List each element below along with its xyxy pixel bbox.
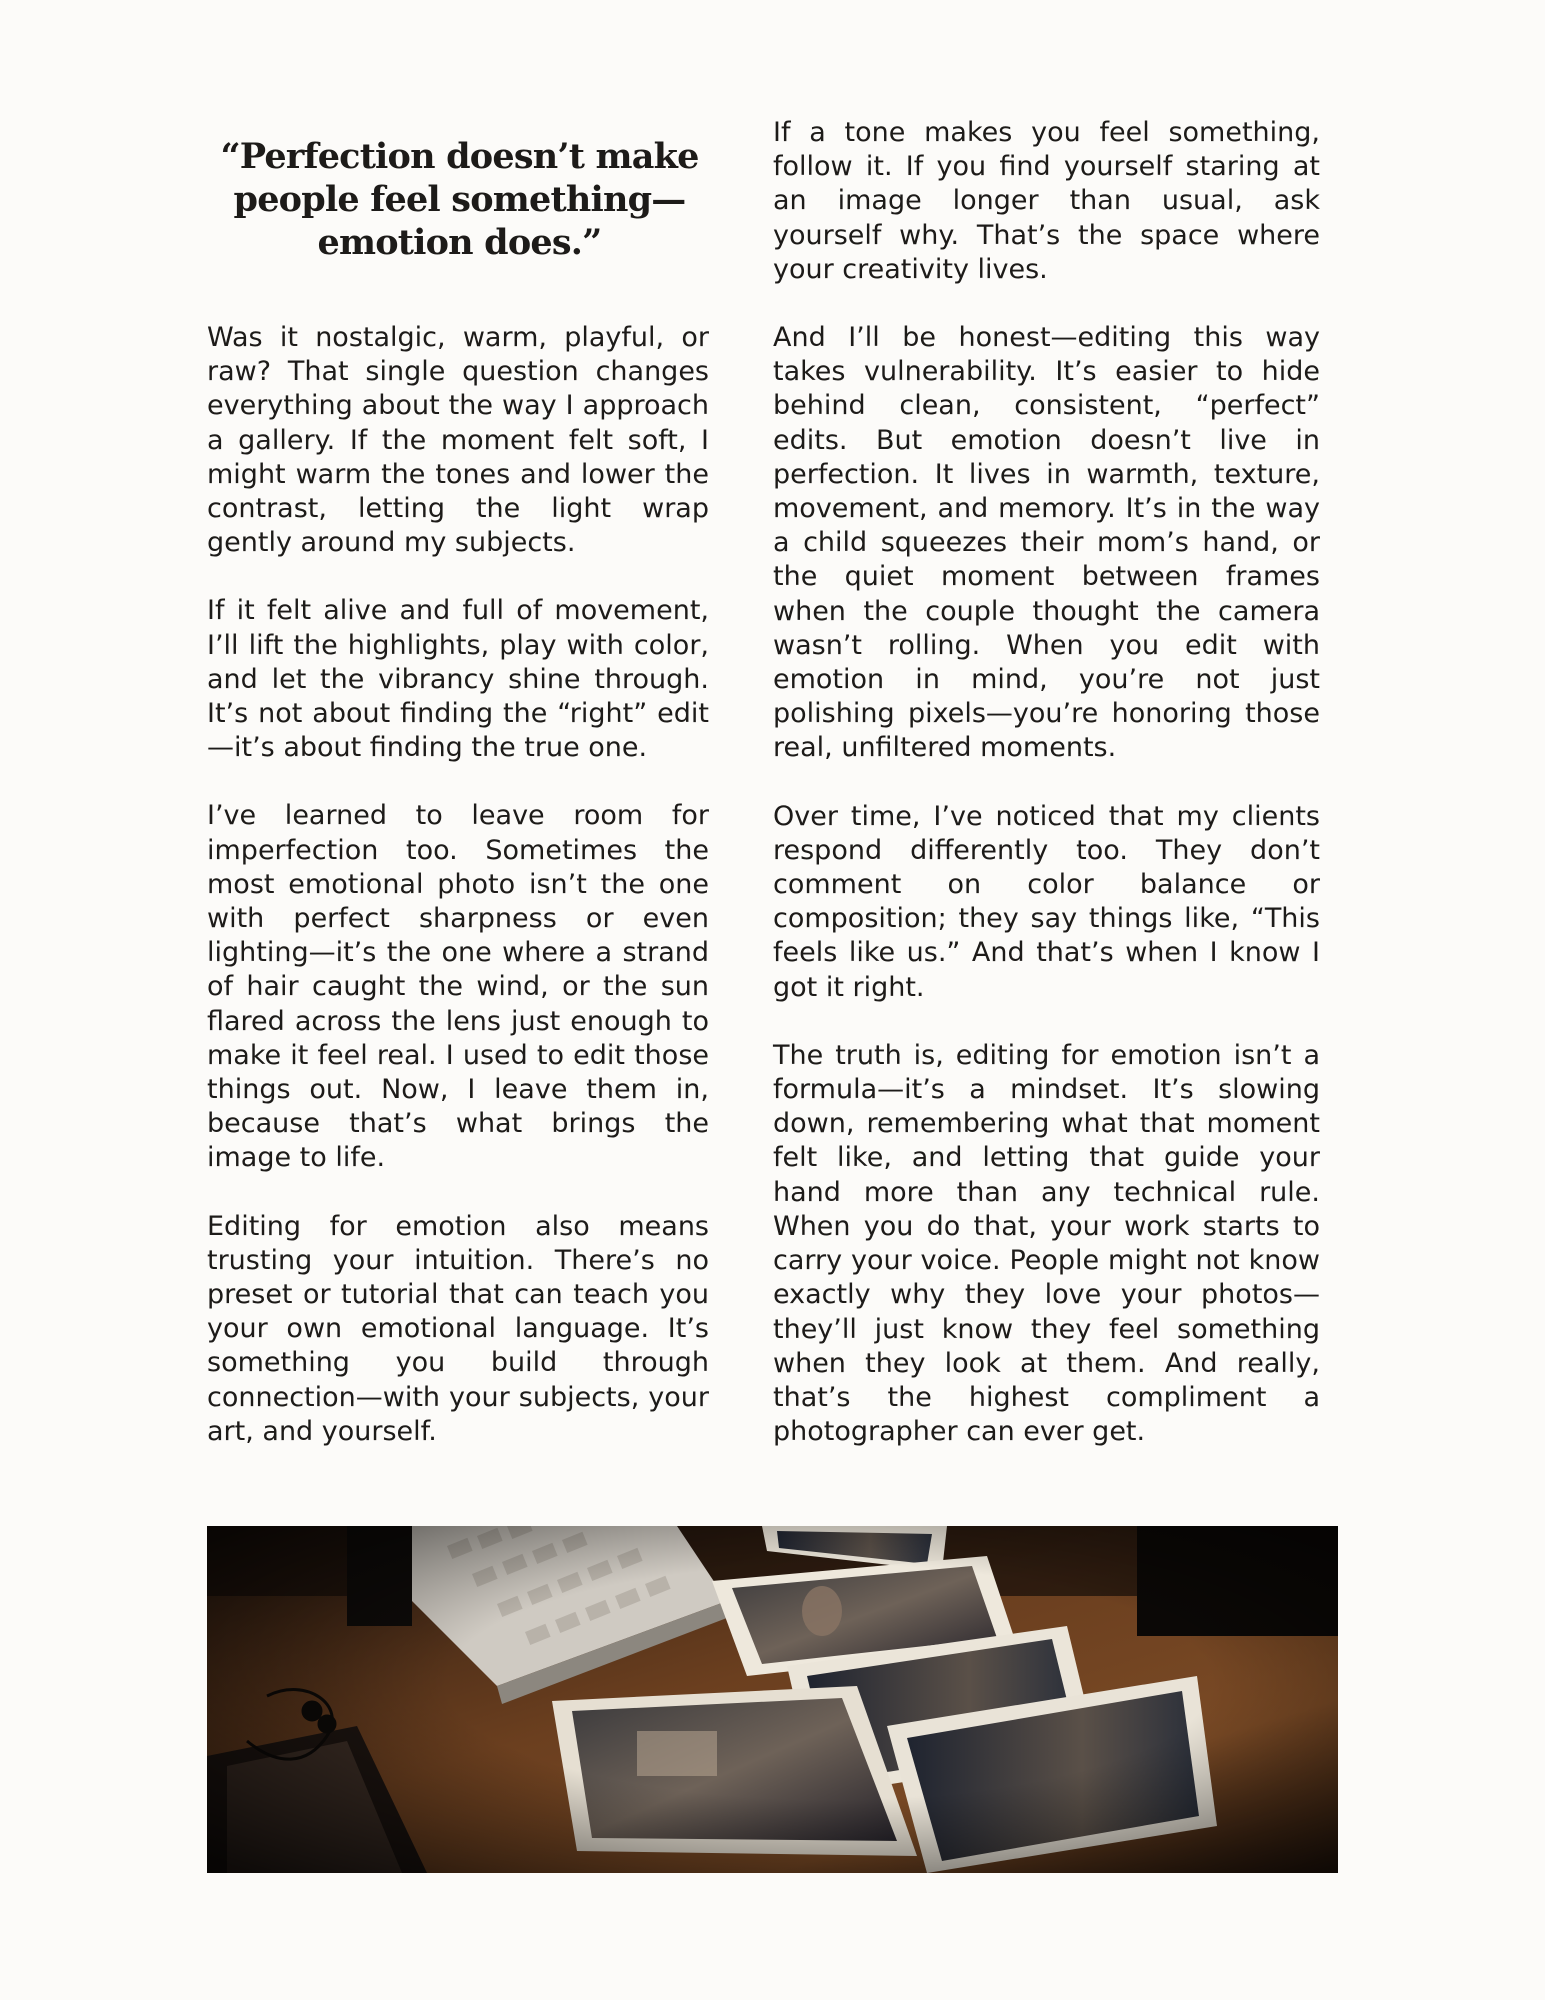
paragraph: If it felt alive and full of movement, I’ll lift the highlights, play with color, and let the vibrancy shine through. It’s not about finding the “right” edit—it’s about finding the true one. bbox=[207, 595, 709, 764]
paragraph: And I’ll be honest—editing this way takes vulnerability. It’s easier to hide behind clean, consistent, “perfect” edits. But emotion doesn’t live in perfection. It lives in warmth, texture, movement, and memory. It’s in the way a child squeezes their mom’s hand, or the quiet moment between frames when the couple thought the camera wasn’t rolling. When you edit with emotion in mind, you’re not just polishing pixels—you’re honoring those real, unfiltered moments. bbox=[773, 322, 1320, 764]
paragraph: Was it nostalgic, warm, playful, or raw? That single question changes everything about the way I approach a gallery. If the moment felt soft, I might warm the tones and lower the contrast, letting the light wrap gently around my subjects. bbox=[207, 322, 709, 559]
desk-photos-illustration bbox=[207, 1526, 1338, 1873]
left-column bbox=[207, 321, 709, 1449]
paragraph: Over time, I’ve noticed that my clients respond differently too. They don’t comment on color balance or composition; they say things like, “This feels like us.” And that’s when I know I got it right. bbox=[773, 800, 1320, 1003]
desk-photos-image bbox=[207, 1526, 1338, 1873]
paragraph: I’ve learned to leave room for imperfection too. Sometimes the most emotional photo isn’t the one with perfect sharpness or even lighting—it’s the one where a strand of hair caught the wind, or the sun flared across the lens just enough to make it feel real. I used to edit those things out. Now, I leave them in, because that’s what brings the image to life. bbox=[207, 800, 709, 1174]
pull-quote: “Perfection doesn’t make people feel something—emotion does.” bbox=[220, 136, 699, 263]
right-column bbox=[773, 116, 1320, 1449]
vignette-overlay bbox=[207, 1526, 1338, 1873]
paragraph: Editing for emotion also means trusting your intuition. There’s no preset or tutorial that can teach you your own emotional language. It’s something you build through connection—with your subjects, your art, and yourself. bbox=[207, 1210, 709, 1447]
paragraph: The truth is, editing for emotion isn’t a formula—it’s a mindset. It’s slowing down, remembering what that moment felt like, and letting that guide your hand more than any technical rule. When you do that, your work starts to carry your voice. People might not know exactly why they love your photos—they’ll just know they feel something when they look at them. And really, that’s the highest compliment a photographer can ever get. bbox=[773, 1039, 1320, 1448]
paragraph: If a tone makes you feel something, follow it. If you find yourself staring at an image longer than usual, ask yourself why. That’s the space where your creativity lives. bbox=[773, 117, 1320, 285]
